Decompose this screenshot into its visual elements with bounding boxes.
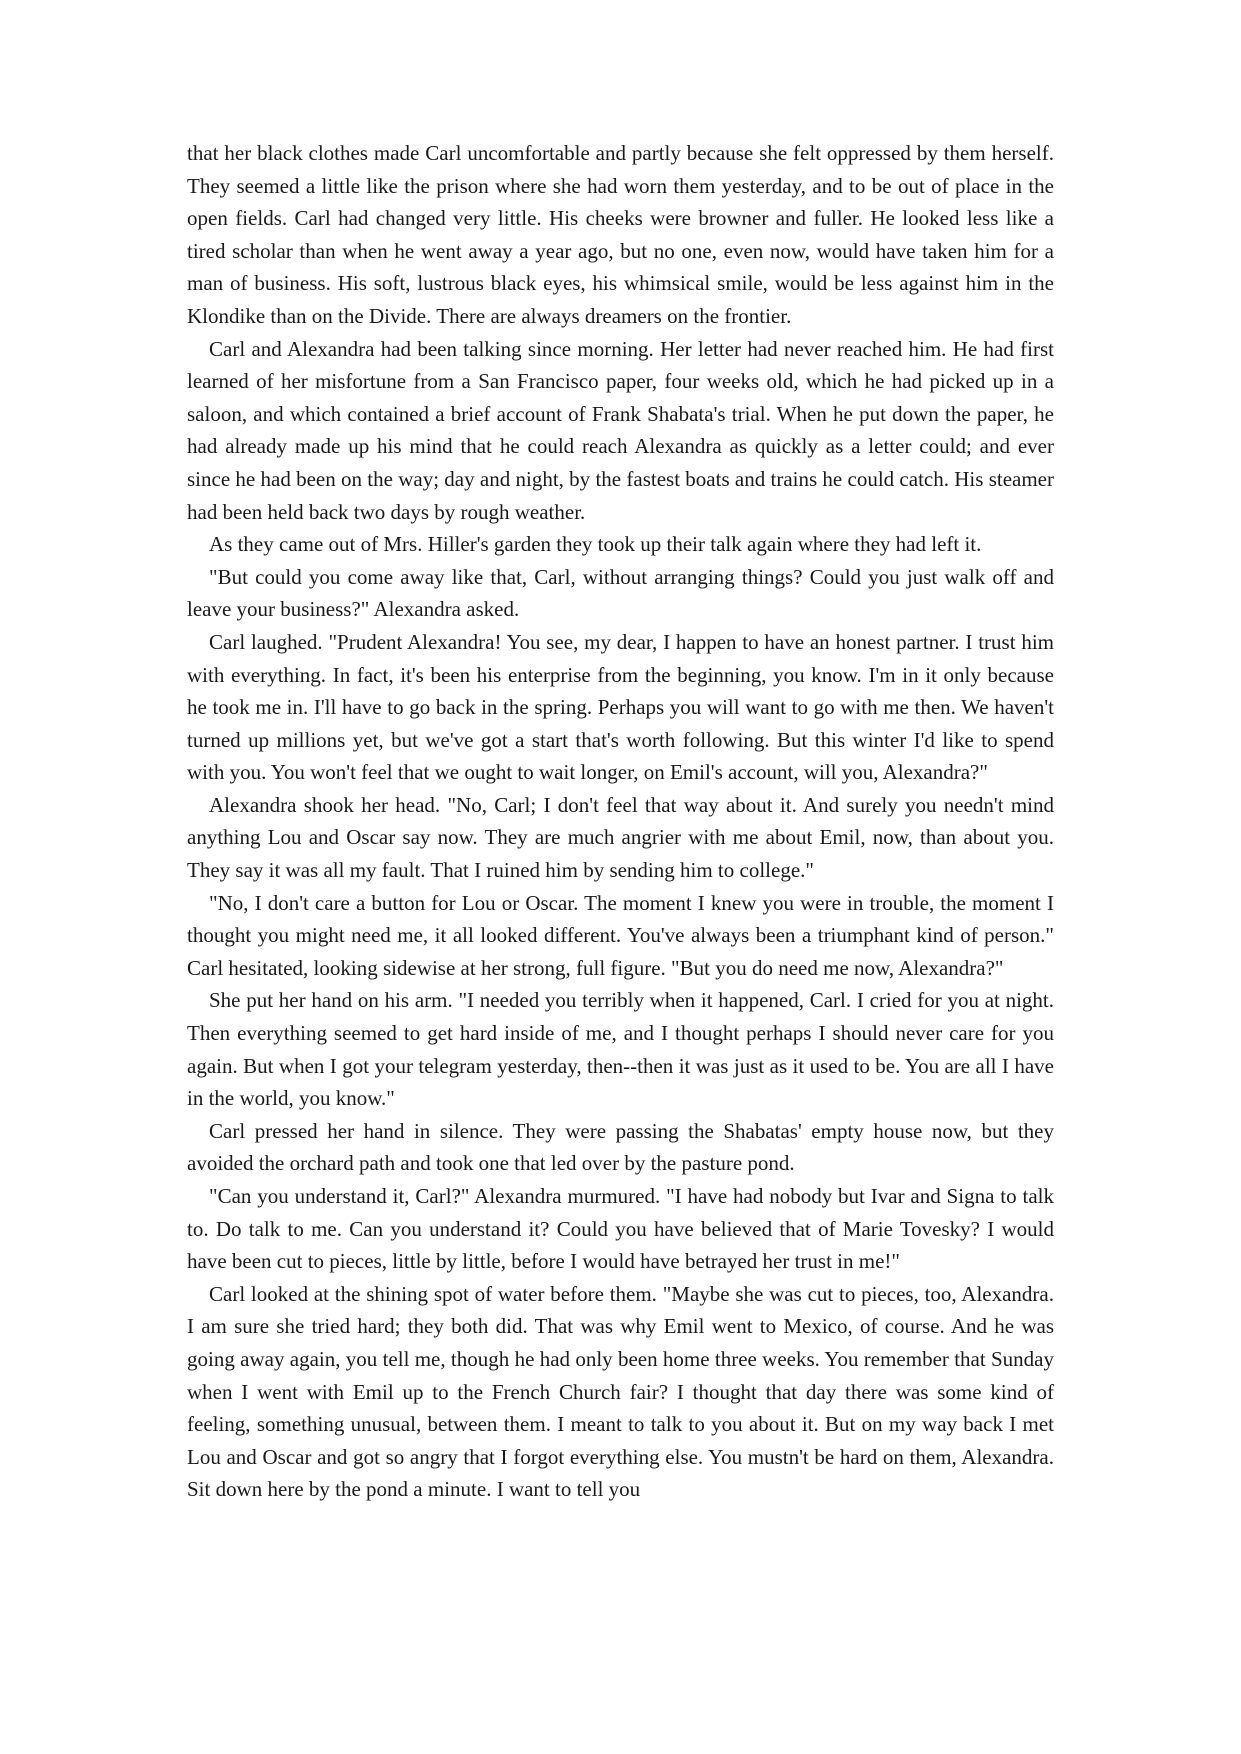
paragraph-8: She put her hand on his arm. "I needed you terribly when it happened, Carl. I cried for you at night. Then everything seemed to get hard inside of me, and I thought perhaps I should never care for you again. But when I got your telegram yesterday, then--then it was just as it used to be. You are all I have in the world, you know." [187,988,1054,1111]
paragraph-2: Carl and Alexandra had been talking since morning. Her letter had never reached him. He had first learned of her misfortune from a San Francisco paper, four weeks old, which he had picked up in a saloon, and which contained a brief account of Frank Shabata's trial. When he put down the paper, he had already made up his mind that he could reach Alexandra as quickly as a letter could; and ever since he had been on the way; day and night, by the fastest boats and trains he could catch. His steamer had been held back two days by rough weather. [187,336,1054,524]
paragraph-5: Carl laughed. "Prudent Alexandra! You see, my dear, I happen to have an honest partner. I trust him with everything. In fact, it's been his enterprise from the beginning, you know. I'm in it only because he took me in. I'll have to go back in the spring. Perhaps you will want to go with me then. We haven't turned up millions yet, but we've got a start that's worth following. But this winter I'd like to spend with you. You won't feel that we ought to wait longer, on Emil's account, will you, Alexandra?" [187,629,1054,785]
paragraph-7: "No, I don't care a button for Lou or Oscar. The moment I knew you were in trouble, the moment I thought you might need me, it all looked different. You've always been a triumphant kind of person." Carl hesitated, looking sidewise at her strong, full figure. "But you do need me now, Alexandra?" [187,890,1054,980]
paragraph-1: that her black clothes made Carl uncomfortable and partly because she felt oppressed by them herself. They seemed a little like the prison where she had worn them yesterday, and to be out of place in the open fields. Carl had changed very little. His cheeks were browner and fuller. He looked less like a tired scholar than when he went away a year ago, but no one, even now, would have taken him for a man of business. His soft, lustrous black eyes, his whimsical smile, would be less against him in the Klondike than on the Divide. There are always dreamers on the frontier. [187,141,1054,328]
paragraph-3: As they came out of Mrs. Hiller's garden they took up their talk again where they had left it. [209,532,982,557]
paragraph-10: "Can you understand it, Carl?" Alexandra murmured. "I have had nobody but Ivar and Signa to talk to. Do talk to me. Can you understand it? Could you have believed that of Marie Tovesky? I would have been cut to pieces, little by little, before I would have betrayed her trust in me!" [187,1184,1054,1274]
paragraph-11: Carl looked at the shining spot of water before them. "Maybe she was cut to pieces, too, Alexandra. I am sure she tried hard; they both did. That was why Emil went to Mexico, of course. And he was going away again, you tell me, though he had only been home three weeks. You remember that Sunday when I went with Emil up to the French Church fair? I thought that day there was some kind of feeling, something unusual, between them. I meant to talk to you about it. But on my way back I met Lou and Oscar and got so angry that I forgot everything else. You mustn't be hard on them, Alexandra. Sit down here by the pond a minute. I want to tell you [187,1281,1054,1502]
paragraph-4: "But could you come away like that, Carl, without arranging things? Could you just walk off and leave your business?" Alexandra asked. [187,564,1054,622]
paragraph-9: Carl pressed her hand in silence. They were passing the Shabatas' empty house now, but they avoided the orchard path and took one that led over by the pasture pond. [187,1118,1054,1176]
page-text-body [187,137,1054,1506]
paragraph-6: Alexandra shook her head. "No, Carl; I don't feel that way about it. And surely you needn't mind anything Lou and Oscar say now. They are much angrier with me about Emil, now, than about you. They say it was all my fault. That I ruined him by sending him to college." [187,792,1054,883]
